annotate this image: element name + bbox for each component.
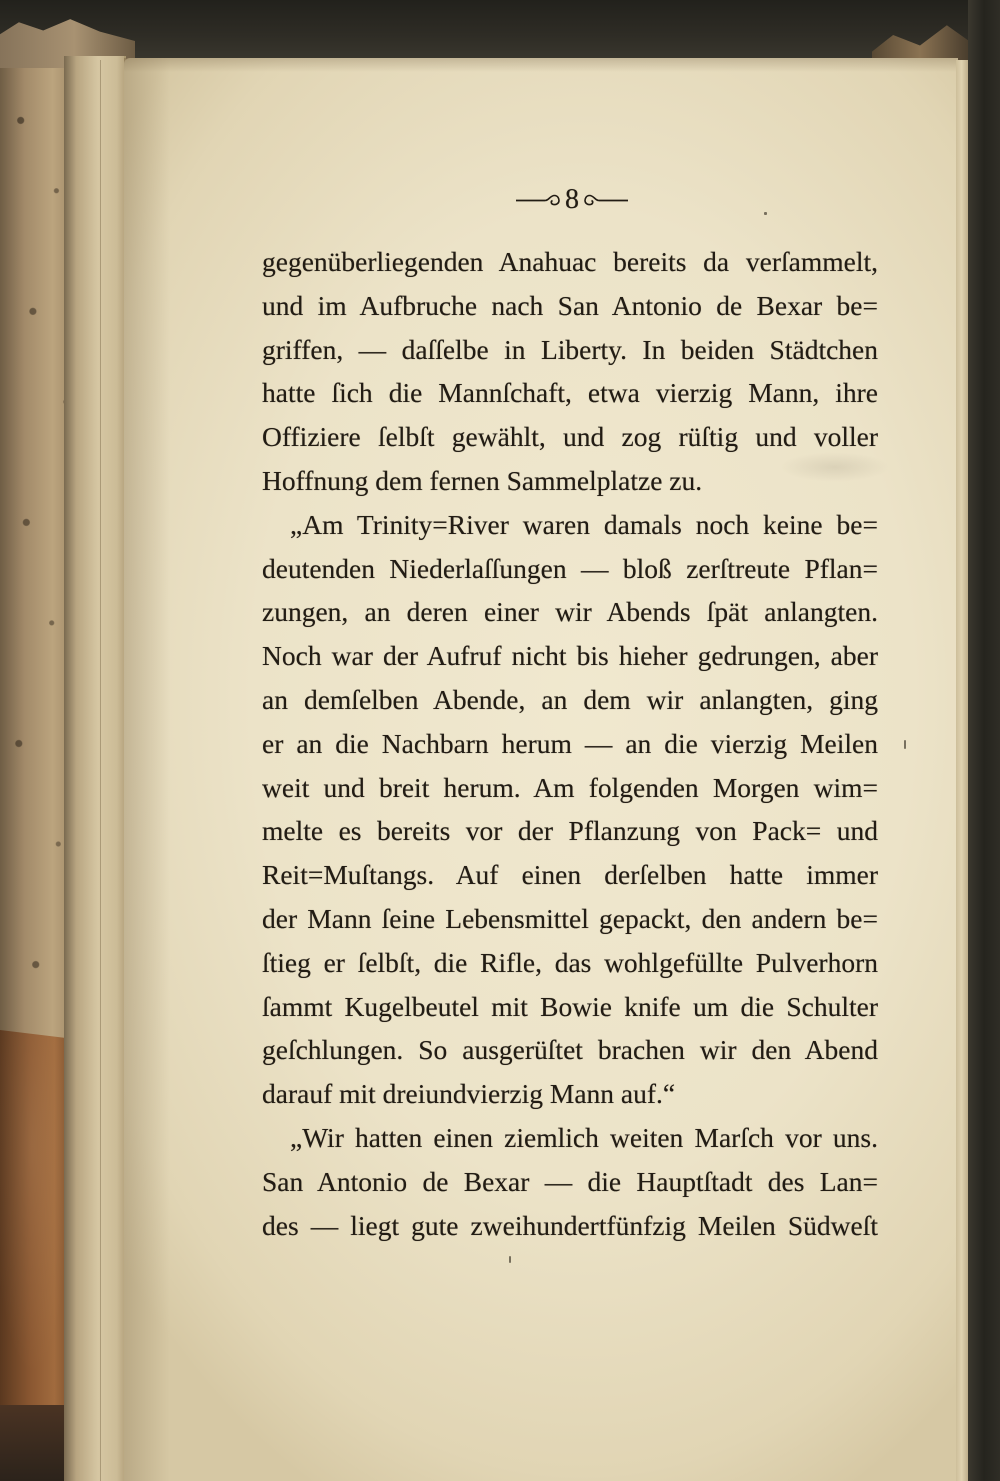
ink-speck	[904, 740, 906, 749]
text-line: darauf mit dreiundvierzig Mann auf.“	[262, 1078, 676, 1110]
paragraph	[262, 240, 878, 503]
paragraph	[262, 1116, 878, 1247]
text-line: geſchlungen. So ausgerüſtet brachen wir den Abend	[262, 1034, 878, 1066]
ink-speck	[509, 1256, 511, 1263]
text-line: griffen, — daſſelbe in Liberty. In beiden Städtchen	[262, 333, 878, 365]
text-line: des — liegt gute zweihundertfünfzig Meilen Südweſt	[262, 1209, 878, 1241]
text-line: und im Aufbruche nach San Antonio de Bexar be=	[262, 289, 878, 321]
text-line: er an die Nachbarn herum — an die vierzig Meilen	[262, 727, 878, 759]
text-line: melte es bereits vor der Pflanzung von Pack= und	[262, 815, 878, 847]
paragraph	[262, 503, 878, 1116]
book-cover-right	[968, 0, 1000, 1481]
right-ornament-icon	[584, 192, 628, 208]
book-cover-top	[0, 0, 1000, 64]
text-line: gegenüberliegenden Anahuac bereits da verſammelt,	[262, 246, 878, 277]
page-shadow-left	[124, 58, 170, 1481]
text-line: der Mann ſeine Lebensmittel gepackt, den andern be=	[262, 902, 878, 934]
page-gutter	[64, 56, 126, 1481]
page-shadow-top	[124, 58, 958, 72]
ink-speck	[764, 212, 767, 215]
text-line: Reit=Muſtangs. Auf einen derſelben hatte immer	[262, 859, 878, 891]
text-block	[262, 240, 878, 1247]
gutter-fold-line	[100, 60, 101, 1481]
text-line: San Antonio de Bexar — die Hauptſtadt des Lan=	[262, 1165, 878, 1197]
text-line: hatte ſich die Mannſchaft, etwa vierzig Mann, ihre	[262, 377, 878, 409]
text-line: ſtieg er ſelbſt, die Rifle, das wohlgefüllte Pulverhorn	[262, 946, 878, 978]
text-line: deutenden Niederlaſſungen — bloß zerſtreute Pflan=	[262, 552, 878, 584]
left-ornament-icon	[516, 192, 560, 208]
text-line: „Wir hatten einen ziemlich weiten Marſch vor uns.	[290, 1121, 878, 1153]
text-line: ſammt Kugelbeutel mit Bowie knife um die Schulter	[262, 990, 878, 1022]
text-line: Noch war der Aufruf nicht bis hieher gedrungen, aber	[262, 640, 878, 672]
text-line: zungen, an deren einer wir Abends ſpät anlangten.	[262, 596, 878, 628]
text-line: Offiziere ſelbſt gewählt, und zog rüſtig und voller	[262, 421, 878, 453]
text-line: Hoffnung dem fernen Sammelplatze zu.	[262, 464, 703, 496]
page-number: 8	[565, 184, 579, 215]
text-line: an demſelben Abende, an dem wir anlangten, ging	[262, 683, 878, 715]
text-line: weit und breit herum. Am folgenden Morgen wim=	[262, 771, 878, 803]
text-line: „Am Trinity=River waren damals noch keine be=	[290, 508, 878, 540]
page-header	[514, 184, 630, 216]
